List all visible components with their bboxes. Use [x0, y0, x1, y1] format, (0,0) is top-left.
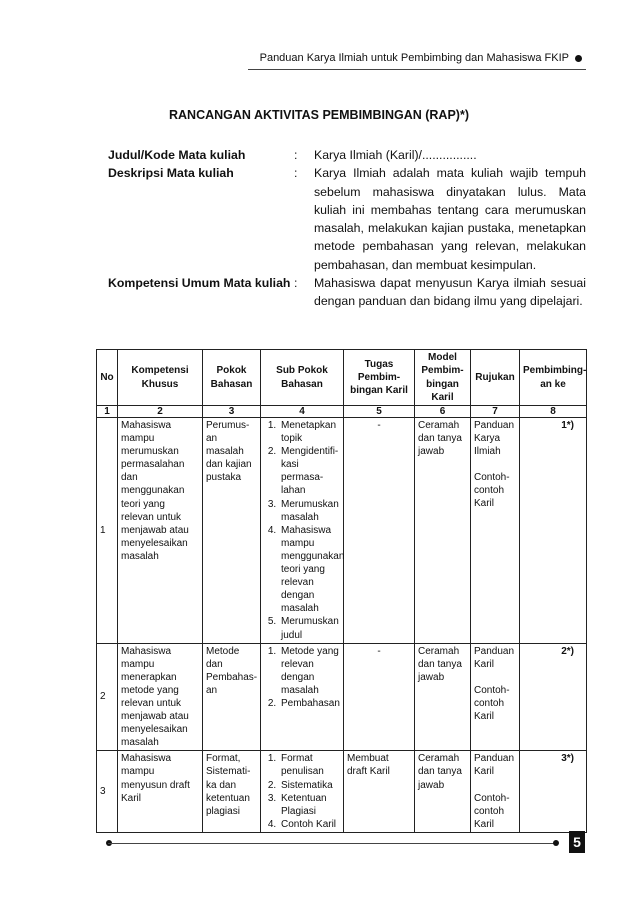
footer-rule [108, 843, 556, 844]
pembimbingan-ke-cell: 2*) [520, 643, 587, 751]
footer-bullet-icon [553, 840, 559, 846]
info-label: Judul/Kode Mata kuliah [108, 148, 246, 162]
kompetensi-cell: Mahasiswa mampu merumuskan permasalahan dan menggunakan teori yang relevan untuk menjawab atau menyelesaikan masalah [118, 418, 203, 644]
sub-item: 3. Ketentuan Plagiasi [279, 792, 340, 818]
table-header-row [97, 350, 587, 406]
info-label: Deskripsi Mata kuliah [108, 166, 234, 181]
tugas-cell: - [344, 418, 415, 644]
bullet-icon [575, 55, 582, 62]
pembimbingan-ke-cell: 1*) [520, 418, 587, 644]
rujukan-primary: Panduan Karil [474, 753, 515, 778]
info-row-deskripsi [108, 164, 586, 274]
column-number: 5 [344, 406, 415, 418]
sub-item: 1. Menetapkan topik [279, 419, 340, 445]
sub-pokok-cell [261, 643, 344, 751]
sub-item: 1. Metode yang relevan dengan masalah [279, 645, 340, 697]
running-header [260, 52, 582, 64]
info-value: Karya Ilmiah adalah mata kuliah wajib tempuh sebelum mahasiswa dinyatakan lulus. Mata kuliah ini membahas tentang cara merumuskan masalah, melakukan kajian pustaka, menetapkan metode pembahasan yang relevan, melakukan pembahasan, dan membuat kesimpulan. [314, 166, 586, 272]
sub-item: 2. Pembahasan [279, 697, 340, 710]
sub-item: 2. Mengidentifi-kasi permasa-lahan [279, 445, 340, 497]
kompetensi-cell: Mahasiswa mampu menyusun draft Karil [118, 751, 203, 833]
rujukan-cell [471, 643, 520, 751]
column-header: Tugas Pembim-bingan Karil [344, 350, 415, 406]
column-header: Pokok Bahasan [203, 350, 261, 406]
row-number: 3 [97, 751, 118, 833]
rujukan-secondary: Contoh-contoh Karil [474, 792, 510, 830]
sub-item: 2. Sistematika [279, 779, 340, 792]
column-number: 2 [118, 406, 203, 418]
rujukan-cell [471, 418, 520, 644]
info-colon: : [294, 148, 298, 162]
sub-list [264, 645, 340, 710]
column-header: Model Pembim-bingan Karil [415, 350, 471, 406]
column-number: 7 [471, 406, 520, 418]
pokok-cell: Format, Sistemati-ka dan ketentuan plagiasi [203, 751, 261, 833]
info-row-judul [108, 146, 586, 164]
course-info [108, 146, 586, 311]
info-row-kompetensi [108, 274, 586, 311]
spacer [474, 458, 516, 471]
sub-item: 3. Merumuskan masalah [279, 498, 340, 524]
info-label: Kompetensi Umum Mata kuliah [108, 276, 291, 291]
model-cell: Ceramah dan tanya jawab [415, 418, 471, 644]
tugas-cell: Membuat draft Karil [344, 751, 415, 833]
column-number: 1 [97, 406, 118, 418]
column-number: 6 [415, 406, 471, 418]
column-number-row [97, 406, 587, 418]
page-title: RANCANGAN AKTIVITAS PEMBIMBINGAN (RAP)*) [169, 108, 469, 122]
column-header: Sub Pokok Bahasan [261, 350, 344, 406]
running-title: Panduan Karya Ilmiah untuk Pembimbing dan Mahasiswa FKIP [259, 52, 569, 64]
table-row [97, 418, 587, 644]
column-header: No [97, 350, 118, 406]
column-header: Kompetensi Khusus [118, 350, 203, 406]
row-number: 2 [97, 643, 118, 751]
model-cell: Ceramah dan tanya jawab [415, 751, 471, 833]
table-row [97, 751, 587, 833]
tugas-cell: - [344, 643, 415, 751]
column-number: 3 [203, 406, 261, 418]
sub-pokok-cell [261, 418, 344, 644]
pokok-cell: Metode dan Pembahas-an [203, 643, 261, 751]
spacer [474, 779, 516, 792]
info-value: Karya Ilmiah (Karil)/................ [314, 148, 477, 162]
sub-pokok-cell [261, 751, 344, 833]
column-header: Pembimbing-an ke [520, 350, 587, 406]
rujukan-secondary: Contoh-contoh Karil [474, 684, 510, 722]
rujukan-secondary: Contoh-contoh Karil [474, 472, 510, 510]
column-number: 4 [261, 406, 344, 418]
sub-item: 4. Contoh Karil [279, 818, 340, 831]
info-colon: : [294, 166, 298, 181]
rujukan-primary: Panduan Karil [474, 645, 515, 670]
table-row [97, 643, 587, 751]
model-cell: Ceramah dan tanya jawab [415, 643, 471, 751]
header-rule [248, 69, 586, 70]
info-colon: : [294, 276, 298, 291]
sub-list [264, 419, 345, 642]
sub-item: 4. Mahasiswa mampu menggunakan teori yang relevan dengan masalah [279, 524, 340, 616]
row-number: 1 [97, 418, 118, 644]
pembimbingan-ke-cell: 3*) [520, 751, 587, 833]
sub-item: 5. Merumuskan judul [279, 615, 340, 641]
sub-list [264, 752, 340, 831]
rujukan-primary: Panduan Karya Ilmiah [474, 420, 515, 458]
rujukan-cell [471, 751, 520, 833]
pokok-cell: Perumus-an masalah dan kajian pustaka [203, 418, 261, 644]
column-number: 8 [520, 406, 587, 418]
column-header: Rujukan [471, 350, 520, 406]
spacer [474, 671, 516, 684]
rap-table [96, 349, 587, 833]
info-value: Mahasiswa dapat menyusun Karya ilmiah sesuai dengan panduan dan bidang ilmu yang dipelajari. [314, 276, 586, 309]
sub-item: 1. Format penulisan [279, 752, 340, 778]
kompetensi-cell: Mahasiswa mampu menerapkan metode yang relevan untuk menjawab atau menyelesaikan masalah [118, 643, 203, 751]
page-number: 5 [569, 831, 585, 853]
